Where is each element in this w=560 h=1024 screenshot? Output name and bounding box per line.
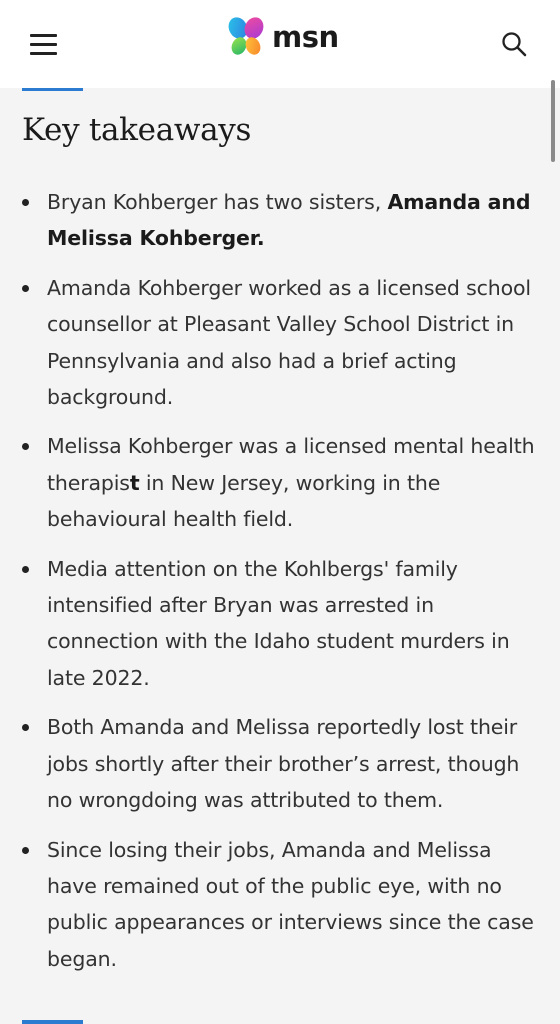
list-item bbox=[0, 428, 548, 537]
search-icon[interactable] bbox=[500, 30, 528, 58]
item-text: in New Jersey, working in the behavioural health field. bbox=[47, 470, 441, 532]
list-item bbox=[0, 832, 548, 978]
bullet-icon bbox=[22, 847, 29, 854]
list-item bbox=[0, 551, 548, 697]
list-item bbox=[0, 184, 548, 257]
item-text: Both Amanda and Melissa reportedly lost their jobs shortly after their brother’s arrest, though no wrongdoing was attributed to them. bbox=[47, 715, 520, 813]
item-text: Amanda Kohberger worked as a licensed school counsellor at Pleasant Valley School District in Pennsylvania and also had a brief acting background. bbox=[47, 275, 531, 410]
article-section bbox=[0, 88, 548, 1024]
section-heading: Key takeaways bbox=[22, 112, 252, 148]
scrollbar-thumb[interactable] bbox=[551, 80, 555, 162]
bullet-icon bbox=[22, 199, 29, 206]
bullet-icon bbox=[22, 724, 29, 731]
takeaways-list bbox=[0, 184, 548, 990]
item-text: Media attention on the Kohlbergs' family intensified after Bryan was arrested in connection with the Idaho student murders in late 2022. bbox=[47, 556, 510, 690]
bullet-icon bbox=[22, 566, 29, 573]
item-text-bold: t bbox=[129, 470, 140, 495]
item-text: Bryan Kohberger has two sisters, bbox=[47, 190, 388, 214]
next-section-accent-line bbox=[22, 1020, 83, 1024]
hamburger-menu-icon[interactable] bbox=[30, 33, 58, 55]
section-accent-line bbox=[22, 88, 83, 91]
msn-butterfly-icon bbox=[226, 15, 270, 59]
list-item bbox=[0, 270, 548, 416]
bullet-icon bbox=[22, 285, 29, 292]
top-bar bbox=[0, 0, 560, 88]
item-text: Melissa Kohberger was a licensed mental health therapis bbox=[47, 434, 535, 495]
list-item bbox=[0, 709, 548, 818]
logo-wordmark: msn bbox=[272, 19, 339, 54]
msn-logo[interactable] bbox=[226, 14, 339, 60]
item-text: Since losing their jobs, Amanda and Melissa have remained out of the public eye, with no public appearances or interviews since the case began. bbox=[47, 837, 534, 971]
bullet-icon bbox=[22, 443, 29, 450]
item-text-bold: Amanda and Melissa Kohberger. bbox=[47, 190, 531, 251]
